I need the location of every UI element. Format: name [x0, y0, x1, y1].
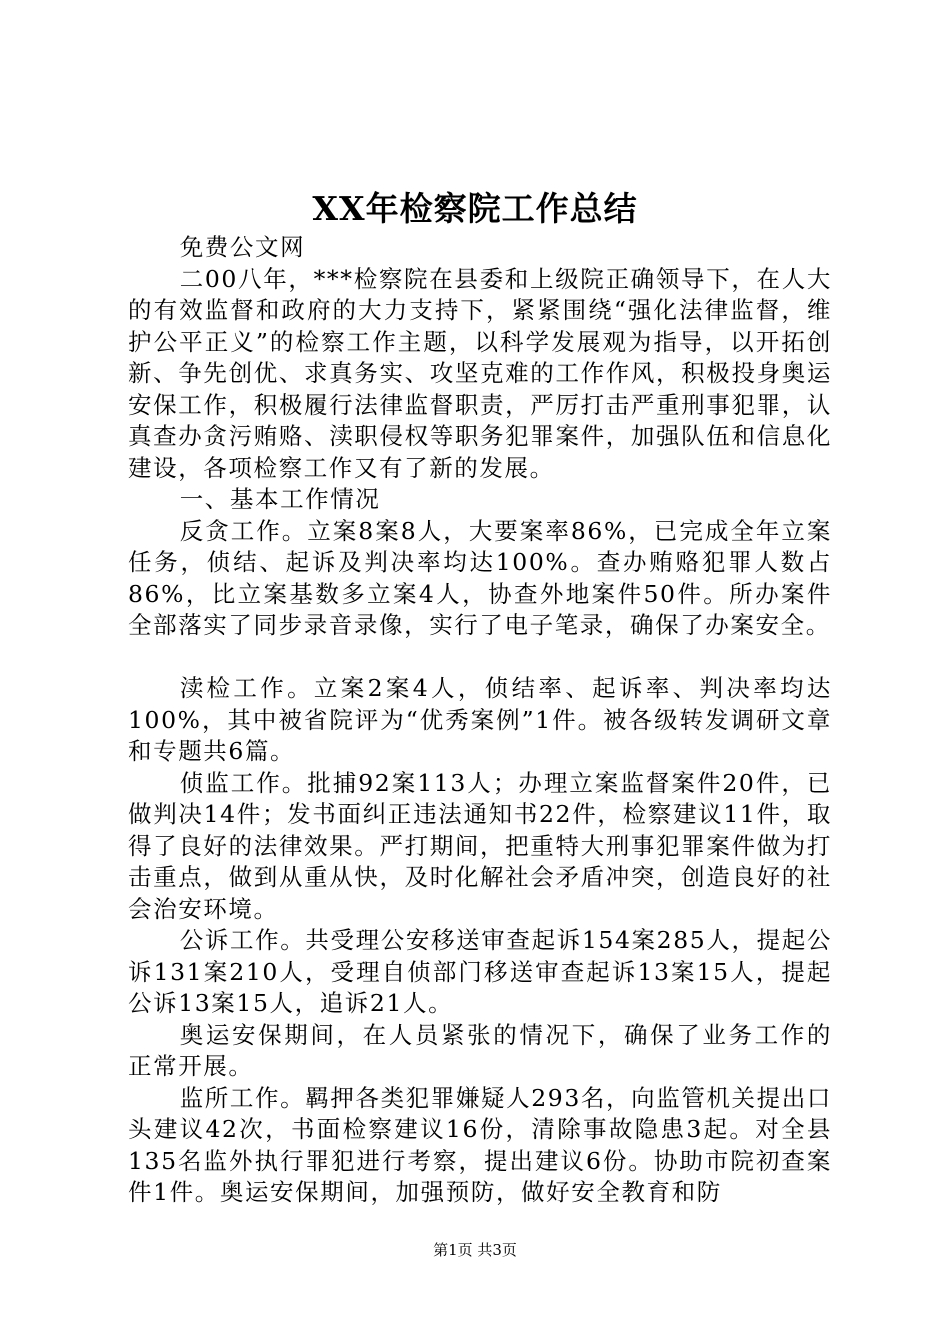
investigation-supervision-paragraph: 侦监工作。批捕92案113人；办理立案监督案件20件，已做判决14件；发书面纠正违法通知书22件，检察建议11件，取得了良好的法律效果。严打期间，把重特大刑事犯罪案件做为打击重点，做到从重从快，及时化解社会矛盾冲突，创造良好的社会治安环境。 — [128, 768, 832, 923]
page-footer: 第1页 共3页 — [433, 1241, 517, 1259]
anti-corruption-paragraph: 反贪工作。立案8案8人，大要案率86%，已完成全年立案任务，侦结、起诉及判决率均达100%。查办贿赂犯罪人数占86%，比立案基数多立案4人，协查外地案件50件。所办案件全部落实了同步录音录像，实行了电子笔录，确保了办案安全。 — [128, 516, 832, 639]
prosecution-paragraph: 公诉工作。共受理公安移送审查起诉154案285人，提起公诉131案210人，受理自侦部门移送审查起诉13案15人，提起公诉13案15人，追诉21人。 — [128, 926, 832, 1017]
dereliction-paragraph: 渎检工作。立案2案4人，侦结率、起诉率、判决率均达100%，其中被省院评为“优秀案例”1件。被各级转发调研文章和专题共6篇。 — [128, 674, 832, 765]
source-line: 免费公文网 — [179, 233, 306, 261]
intro-paragraph: 二00八年，***检察院在县委和上级院正确领导下，在人大的有效监督和政府的大力支持下，紧紧围绕“强化法律监督，维护公平正义”的检察工作主题，以科学发展观为指导，以开拓创新、争先创优、求真务实、攻坚克难的工作作风，积极投身奥运安保工作，积极履行法律监督职责，严厉打击严重刑事犯罪，认真查办贪污贿赂、渎职侵权等职务犯罪案件，加强队伍和信息化建设，各项检察工作又有了新的发展。 — [128, 264, 832, 482]
section-heading: 一、基本工作情况 — [179, 485, 381, 513]
detention-supervision-paragraph: 监所工作。羁押各类犯罪嫌疑人293名，向监管机关提出口头建议42次，书面检察建议16份，清除事故隐患3起。对全县135名监外执行罪犯进行考察，提出建议6份。协助市院初查案件1件。奥运安保期间，加强预防，做好安全教育和防 — [128, 1083, 832, 1206]
olympic-security-paragraph: 奥运安保期间，在人员紧张的情况下，确保了业务工作的正常开展。 — [128, 1020, 832, 1080]
document-body — [128, 232, 832, 1209]
document-title: XX年检察院工作总结 — [312, 189, 638, 228]
